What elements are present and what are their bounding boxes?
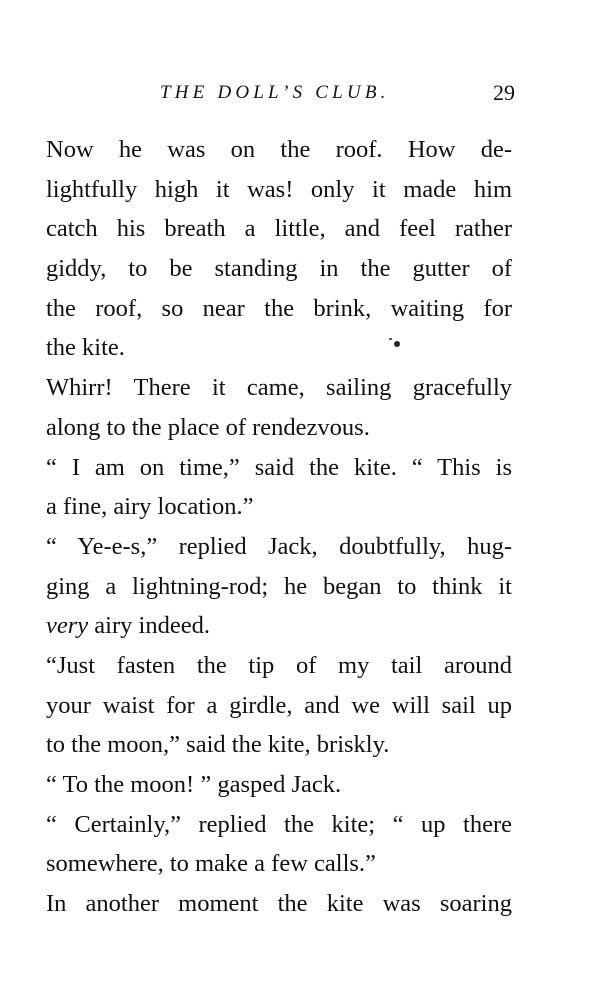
text-line: “ To the moon! ” gasped Jack. bbox=[46, 771, 342, 798]
text-line: a fine, airy location.” bbox=[46, 493, 254, 521]
text-line: ging a lightning-rod; he began to think it bbox=[46, 572, 512, 600]
text-line: to the moon,” said the kite, briskly. bbox=[46, 731, 390, 759]
text-line: “ Ye-e-s,” replied Jack, doubtfully, hug- bbox=[46, 532, 512, 560]
text-line: “ I am on time,” said the kite. “ This is bbox=[46, 453, 512, 481]
text-line-rest: airy indeed. bbox=[94, 612, 210, 640]
page-number: 29 bbox=[493, 80, 515, 105]
text-line: In another moment the kite was soaring bbox=[46, 890, 512, 918]
ink-speck bbox=[389, 338, 392, 340]
text-line: lightfully high it was! only it made him bbox=[46, 175, 512, 203]
text-line: your waist for a girdle, and we will sail up bbox=[46, 691, 512, 719]
text-line: the kite. bbox=[46, 334, 125, 362]
text-line: the roof, so near the brink, waiting for bbox=[46, 294, 512, 322]
ink-speck bbox=[394, 341, 400, 347]
text-line: along to the place of rendezvous. bbox=[46, 413, 370, 441]
text-line: somewhere, to make a few calls.” bbox=[46, 850, 376, 878]
text-line: catch his breath a little, and feel rather bbox=[46, 215, 512, 243]
running-title: THE DOLL’S CLUB. bbox=[160, 82, 390, 103]
text-line: “ Certainly,” replied the kite; “ up there bbox=[46, 810, 512, 838]
text-line: Now he was on the roof. How de- bbox=[46, 136, 512, 163]
text-line: giddy, to be standing in the gutter of bbox=[46, 255, 512, 283]
emphasis-word: very bbox=[46, 612, 89, 640]
text-line: “Just fasten the tip of my tail around bbox=[46, 651, 512, 679]
text-line-with-emphasis bbox=[46, 606, 512, 646]
page-header bbox=[150, 82, 515, 112]
text-line: Whirr! There it came, sailing gracefully bbox=[46, 374, 512, 402]
body-text bbox=[46, 130, 512, 924]
